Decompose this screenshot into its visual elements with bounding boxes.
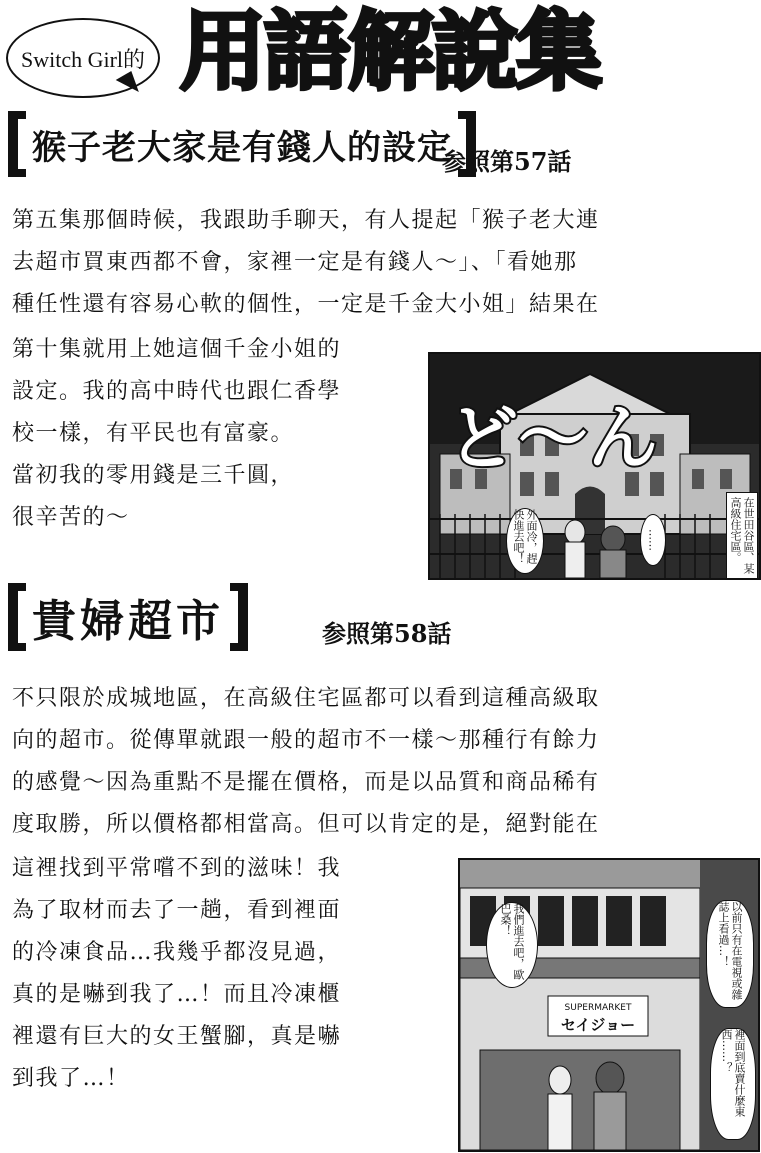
left-bracket-icon xyxy=(4,109,28,179)
manga-panel-mansion xyxy=(428,352,761,580)
body-line: 向的超市。從傳單就跟一般的超市不一樣～那種行有餘力 xyxy=(12,728,600,753)
speech-bubble: 以前只有在電視或雜誌上看過…！ xyxy=(706,900,754,1008)
body-line: 真的是嚇到我了…！而且冷凍櫃 xyxy=(12,982,342,1007)
left-bracket-icon xyxy=(4,581,28,653)
body-line: 當初我的零用錢是三千圓， xyxy=(12,463,295,488)
body-line: 這裡找到平常嚐不到的滋味！我 xyxy=(12,856,342,881)
sfx-text: ど〜ん xyxy=(448,397,658,479)
body-line: 度取勝，所以價格都相當高。但可以肯定的是，絕對能在 xyxy=(12,812,600,837)
section2-reference: 参照第58話 xyxy=(322,619,452,648)
body-line: 第十集就用上她這個千金小姐的 xyxy=(12,337,342,362)
section1-body-full xyxy=(12,200,600,326)
manga-panel-supermarket xyxy=(458,858,760,1152)
section2-heading xyxy=(4,580,252,654)
speech-bubble: 裡面到底賣什麼東西……？ xyxy=(710,1028,756,1140)
body-line: 種任性還有容易心軟的個性，一定是千金大小姐」結果在 xyxy=(12,292,600,317)
store-sign: セイジョー xyxy=(560,1016,636,1034)
panel-caption: 在世田谷區、某高級住宅區。 xyxy=(726,492,758,580)
body-line: 到我了…！ xyxy=(12,1066,130,1091)
body-line: 不只限於成城地區，在高級住宅區都可以看到這種高級取 xyxy=(12,686,600,711)
speech-bubble: 我們進去吧，歐巴桑！ xyxy=(486,902,538,988)
body-line: 校一樣，有平民也有富豪。 xyxy=(12,421,295,446)
page-title: 用語解說集 xyxy=(180,2,600,102)
body-line: 的冷凍食品…我幾乎都沒見過， xyxy=(12,940,342,965)
body-line: 去超市買東西都不會，家裡一定是有錢人～」、「看她那 xyxy=(12,250,578,275)
body-line: 的感覺～因為重點不是擺在價格，而是以品質和商品稀有 xyxy=(12,770,600,795)
section2-title: 貴婦超市 xyxy=(32,596,224,647)
body-line: 第五集那個時候，我跟助手聊天，有人提起「猴子老大連 xyxy=(12,208,600,233)
mansion-illustration xyxy=(430,354,759,578)
speech-bubble: …… xyxy=(640,514,666,566)
section2-body-side xyxy=(12,848,341,1100)
speech-bubble: 外面冷，趕快進去吧！ xyxy=(506,508,544,574)
section1-reference: 参照第57話 xyxy=(442,147,572,176)
right-bracket-icon xyxy=(228,581,252,653)
body-line: 裡還有巨大的女王蟹腳，真是嚇 xyxy=(12,1024,342,1049)
body-line: 很辛苦的～ xyxy=(12,505,130,530)
body-line: 為了取材而去了一趟，看到裡面 xyxy=(12,898,342,923)
section2-body-full xyxy=(12,678,600,846)
body-line: 設定。我的高中時代也跟仁香學 xyxy=(12,379,342,404)
store-sign-top: SUPERMARKET xyxy=(564,1003,632,1013)
brand-bubble-label: Switch Girl的 xyxy=(20,46,146,72)
section1-heading xyxy=(4,108,480,180)
section1-title: 猴子老大家是有錢人的設定 xyxy=(32,127,452,168)
section1-body-side xyxy=(12,329,341,539)
